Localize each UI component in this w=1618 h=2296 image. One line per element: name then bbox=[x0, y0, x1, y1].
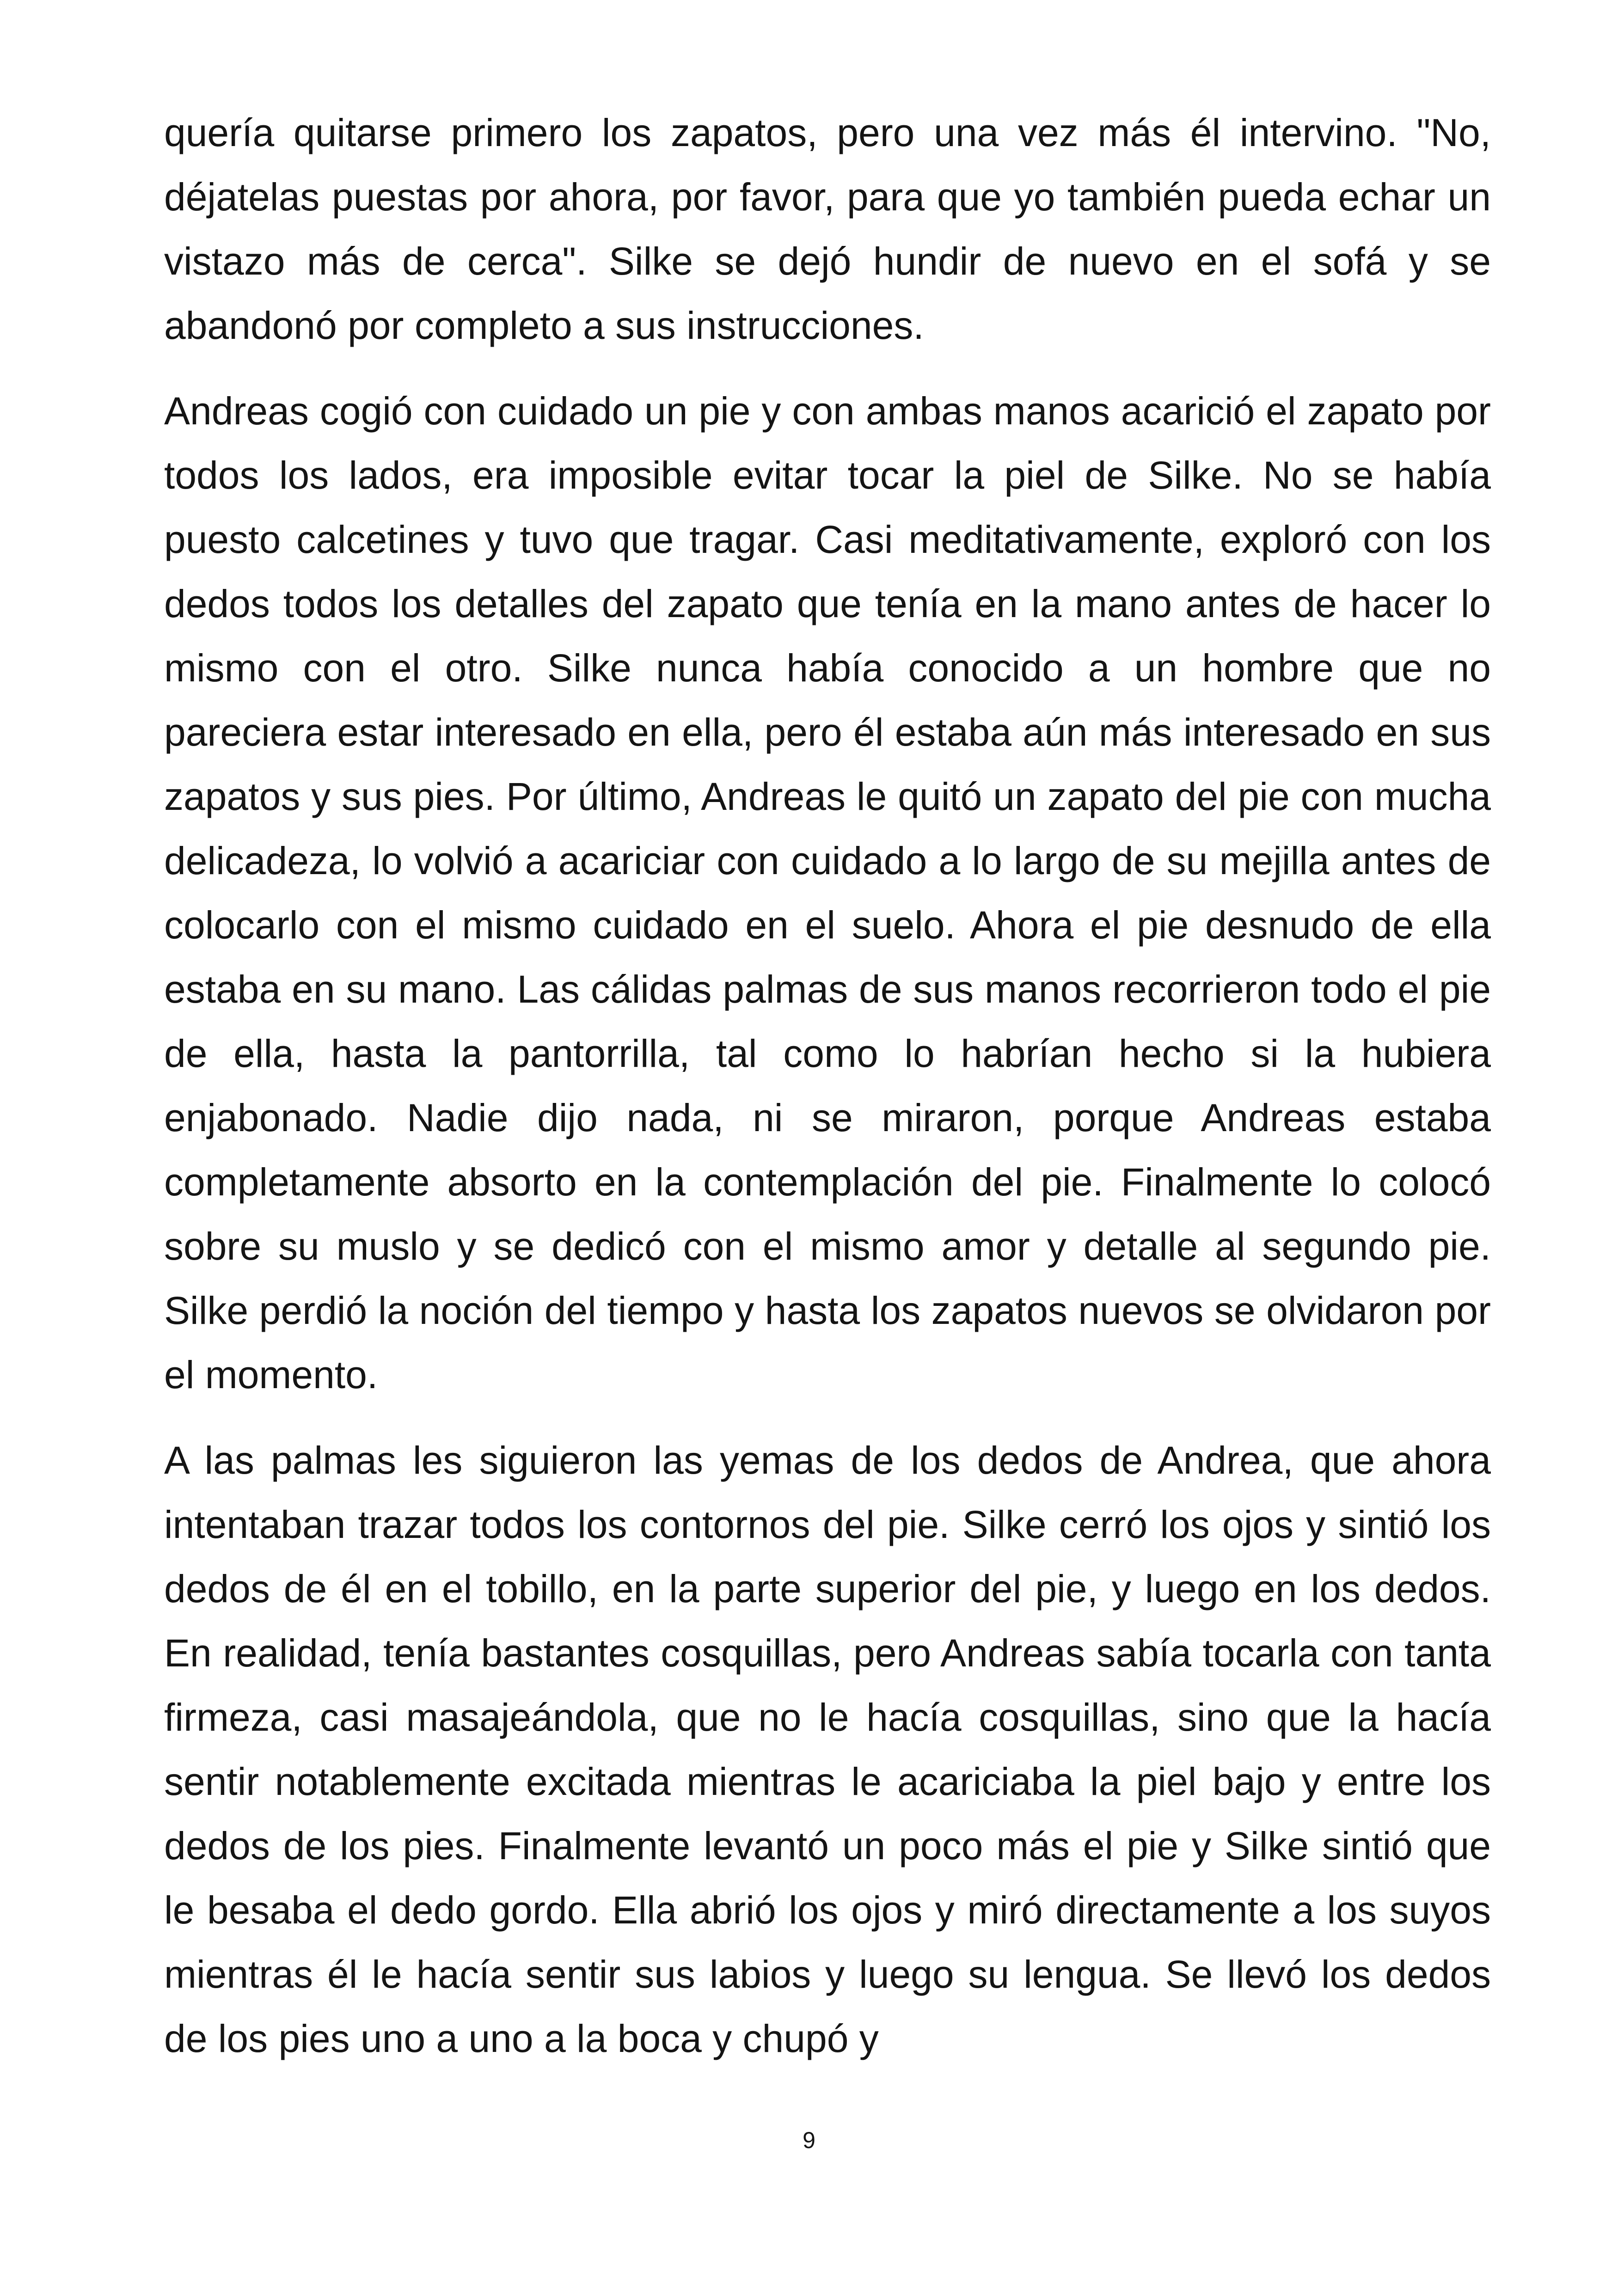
page-number: 9 bbox=[803, 2127, 815, 2153]
body-text bbox=[164, 101, 1491, 2071]
paragraph-3: A las palmas les siguieron las yemas de los dedos de Andrea, que ahora intentaban trazar todos los contornos del pie. Silke cerró los ojos y sintió los dedos de él en el tobillo, en la parte superior del pie, y luego en los dedos. En realidad, tenía bastantes cosquillas, pero Andreas sabía tocarla con tanta firmeza, casi masajeándola, que no le hacía cosquillas, sino que la hacía sentir notablemente excitada mientras le acariciaba la piel bajo y entre los dedos de los pies. Finalmente levantó un poco más el pie y Silke sintió que le besaba el dedo gordo. Ella abrió los ojos y miró directamente a los suyos mientras él le hacía sentir sus labios y luego su lengua. Se llevó los dedos de los pies uno a uno a la boca y chupó y bbox=[164, 1439, 1491, 2060]
paragraph-1: quería quitarse primero los zapatos, pero una vez más él intervino. "No, déjatelas puestas por ahora, por favor, para que yo también pueda echar un vistazo más de cerca". Silke se dejó hundir de nuevo en el sofá y se abandonó por completo a sus instrucciones. bbox=[164, 111, 1491, 347]
paragraph-2: Andreas cogió con cuidado un pie y con ambas manos acarició el zapato por todos los lados, era imposible evitar tocar la piel de Silke. No se había puesto calcetines y tuvo que tragar. Casi meditativamente, exploró con los dedos todos los detalles del zapato que tenía en la mano antes de hacer lo mismo con el otro. Silke nunca había conocido a un hombre que no pareciera estar interesado en ella, pero él estaba aún más interesado en sus zapatos y sus pies. Por último, Andreas le quitó un zapato del pie con mucha delicadeza, lo volvió a acariciar con cuidado a lo largo de su mejilla antes de colocarlo con el mismo cuidado en el suelo. Ahora el pie desnudo de ella estaba en su mano. Las cálidas palmas de sus manos recorrieron todo el pie de ella, hasta la pantorrilla, tal como lo habrían hecho si la hubiera enjabonado. Nadie dijo nada, ni se miraron, porque Andreas estaba completamente absorto en la contemplación del pie. Finalmente lo colocó sobre su muslo y se dedicó con el mismo amor y detalle al segundo pie. Silke perdió la noción del tiempo y hasta los zapatos nuevos se olvidaron por el momento. bbox=[164, 389, 1491, 1396]
